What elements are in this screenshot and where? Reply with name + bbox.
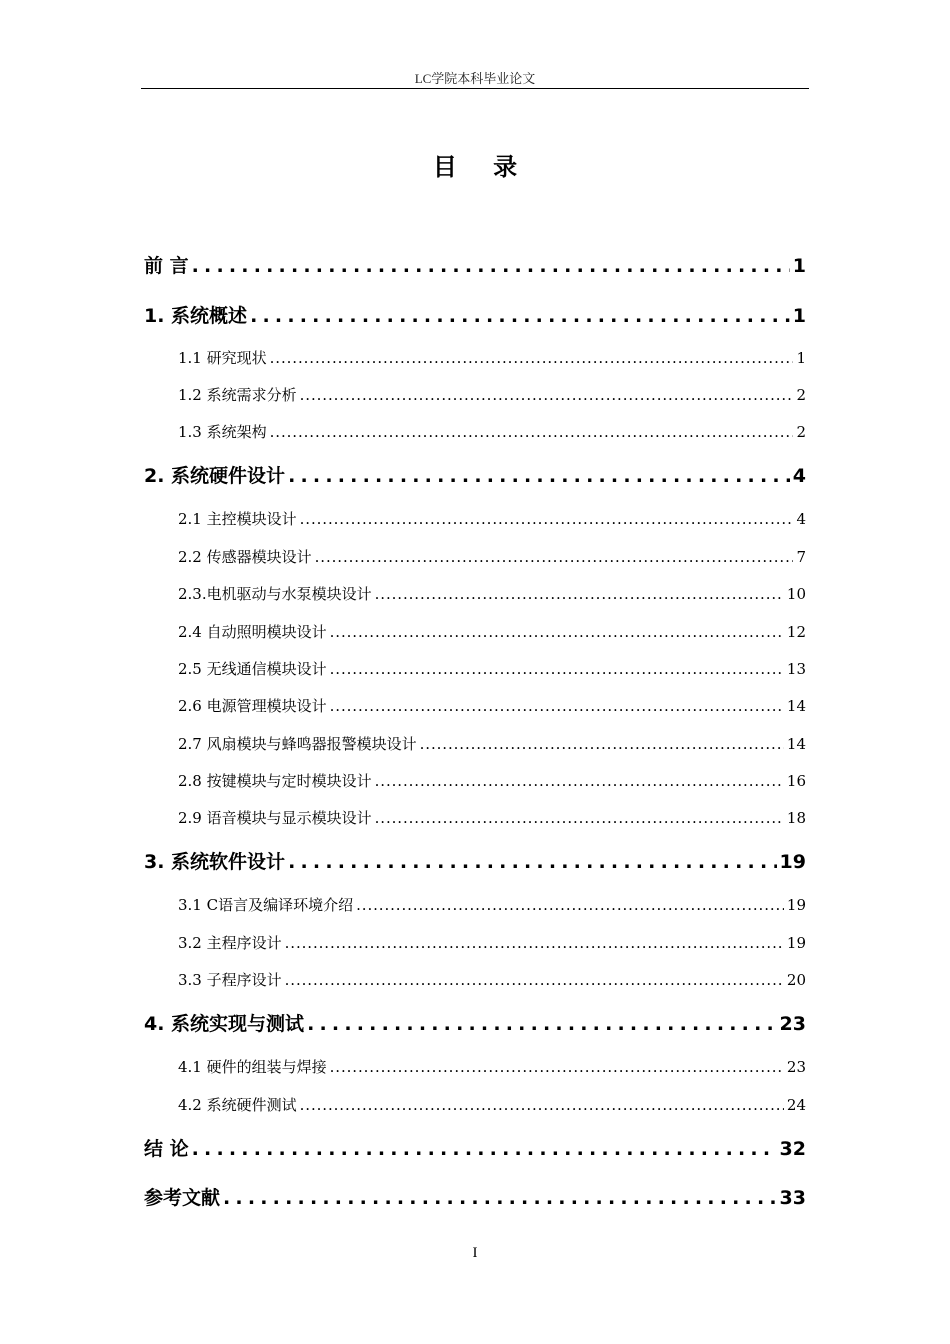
toc-dot-leader (300, 384, 794, 406)
toc-dot-leader (288, 463, 790, 489)
toc-entry-page: 2 (796, 423, 806, 441)
toc-dot-leader (250, 303, 790, 329)
toc-entry-label: 2.4 自动照明模块设计 (178, 623, 327, 641)
toc-entry-page: 19 (786, 934, 806, 952)
toc-entry-label: 3.1 C语言及编译环境介绍 (178, 896, 354, 914)
toc-entry-label: 3. 系统软件设计 (144, 851, 286, 873)
toc-dot-leader (356, 894, 784, 916)
toc-dot-leader (375, 807, 784, 829)
toc-entry-label: 2.2 传感器模块设计 (178, 548, 312, 566)
toc-section-entry[interactable] (178, 932, 806, 954)
toc-entry-page: 32 (779, 1138, 806, 1160)
toc-entry-label: 2.5 无线通信模块设计 (178, 660, 327, 678)
header-rule (141, 88, 809, 89)
toc-entry-label: 1.3 系统架构 (178, 423, 267, 441)
toc-entry-page: 23 (779, 1013, 806, 1035)
toc-entry-label: 2.7 风扇模块与蜂鸣器报警模块设计 (178, 735, 417, 753)
toc-entry-label: 4.2 系统硬件测试 (178, 1096, 297, 1114)
toc-entry-label: 2.8 按键模块与定时模块设计 (178, 772, 372, 790)
toc-entry-label: 4.1 硬件的组装与焊接 (178, 1058, 327, 1076)
toc-section-entry[interactable] (178, 347, 806, 369)
toc-dot-leader (300, 508, 794, 530)
toc-entry-label: 前 言 (144, 255, 189, 277)
toc-entry-label: 2. 系统硬件设计 (144, 465, 286, 487)
toc-section-entry[interactable] (178, 807, 806, 829)
toc-section-entry[interactable] (178, 508, 806, 530)
toc-dot-leader (330, 658, 784, 680)
running-header: LC学院本科毕业论文 (414, 71, 536, 86)
toc-section-entry[interactable] (178, 1094, 806, 1116)
toc-section-entry[interactable] (178, 421, 806, 443)
toc-entry-label: 3.2 主程序设计 (178, 934, 282, 952)
toc-section-entry[interactable] (178, 894, 806, 916)
toc-section-entry[interactable] (178, 695, 806, 717)
toc-section-entry[interactable] (178, 969, 806, 991)
toc-entry-label: 2.6 电源管理模块设计 (178, 697, 327, 715)
toc-entry-label: 参考文献 (144, 1187, 221, 1209)
toc-chapter-entry[interactable] (144, 1011, 806, 1037)
toc-entry-page: 33 (779, 1187, 806, 1209)
toc-dot-leader (223, 1185, 777, 1211)
toc-chapter-entry[interactable] (144, 1185, 806, 1211)
toc-entry-page: 16 (786, 772, 806, 790)
toc-dot-leader (307, 1011, 776, 1037)
toc-entry-page: 19 (779, 851, 806, 873)
toc-dot-leader (330, 621, 784, 643)
toc-dot-leader (330, 695, 784, 717)
toc-entry-page: 7 (796, 548, 806, 566)
toc-title: 目 录 (432, 153, 532, 181)
toc-entry-label: 1. 系统概述 (144, 305, 248, 327)
toc-entry-page: 12 (786, 623, 806, 641)
toc-entry-label: 3.3 子程序设计 (178, 971, 282, 989)
toc-entry-page: 18 (786, 809, 806, 827)
toc-section-entry[interactable] (178, 546, 806, 568)
toc-chapter-entry[interactable] (144, 303, 806, 329)
toc-entry-page: 14 (786, 697, 806, 715)
toc-entry-page: 24 (786, 1096, 806, 1114)
toc-entry-page: 14 (786, 735, 806, 753)
toc-entry-page: 4 (796, 510, 806, 528)
toc-dot-leader (285, 932, 784, 954)
toc-entry-page: 20 (786, 971, 806, 989)
toc-entry-label: 2.3.电机驱动与水泵模块设计 (178, 585, 372, 603)
toc-chapter-entry[interactable] (144, 253, 806, 279)
toc-entry-page: 13 (786, 660, 806, 678)
toc-chapter-entry[interactable] (144, 1136, 806, 1162)
toc-dot-leader (315, 546, 794, 568)
toc-entry-page: 10 (786, 585, 806, 603)
toc-entry-label: 1.2 系统需求分析 (178, 386, 297, 404)
toc-dot-leader (330, 1056, 784, 1078)
toc-section-entry[interactable] (178, 733, 806, 755)
toc-dot-leader (192, 1136, 777, 1162)
toc-section-entry[interactable] (178, 384, 806, 406)
toc-entry-page: 19 (786, 896, 806, 914)
toc-dot-leader (285, 969, 784, 991)
toc-dot-leader (288, 849, 776, 875)
toc-dot-leader (300, 1094, 784, 1116)
toc-entry-label: 2.9 语音模块与显示模块设计 (178, 809, 372, 827)
toc-section-entry[interactable] (178, 658, 806, 680)
toc-dot-leader (270, 347, 794, 369)
toc-chapter-entry[interactable] (144, 849, 806, 875)
toc-entry-page: 1 (796, 349, 806, 367)
toc-dot-leader (375, 770, 784, 792)
toc-section-entry[interactable] (178, 770, 806, 792)
toc-entry-page: 1 (792, 305, 806, 327)
toc-entry-label: 结 论 (144, 1138, 189, 1160)
toc-entry-label: 1.1 研究现状 (178, 349, 267, 367)
toc-section-entry[interactable] (178, 1056, 806, 1078)
toc-dot-leader (270, 421, 794, 443)
toc-entry-label: 2.1 主控模块设计 (178, 510, 297, 528)
toc-entry-page: 23 (786, 1058, 806, 1076)
page-number: I (472, 1245, 478, 1261)
toc-section-entry[interactable] (178, 621, 806, 643)
toc-entry-page: 2 (796, 386, 806, 404)
toc-entry-page: 4 (792, 465, 806, 487)
toc-dot-leader (192, 253, 790, 279)
toc-entry-label: 4. 系统实现与测试 (144, 1013, 305, 1035)
toc-entry-page: 1 (792, 255, 806, 277)
toc-section-entry[interactable] (178, 583, 806, 605)
toc-dot-leader (375, 583, 784, 605)
toc-chapter-entry[interactable] (144, 463, 806, 489)
toc-dot-leader (420, 733, 784, 755)
